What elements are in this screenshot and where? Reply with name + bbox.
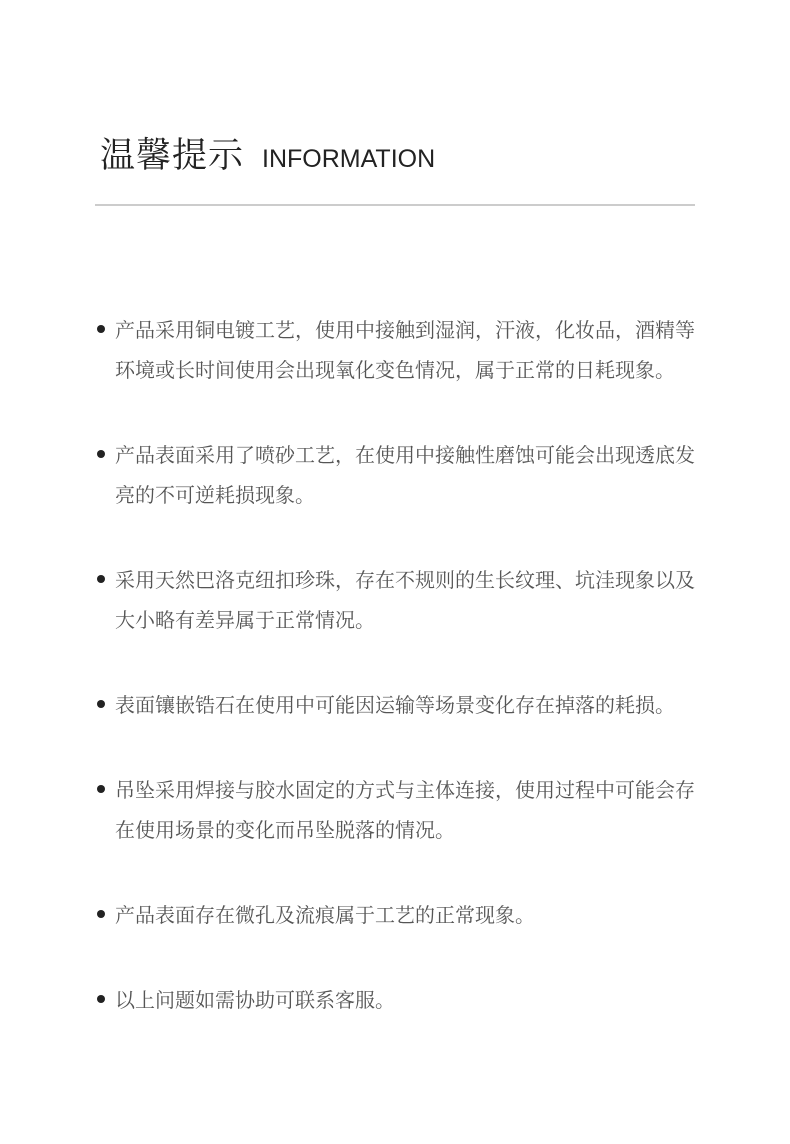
bullet-icon (97, 575, 105, 583)
notice-text: 吊坠采用焊接与胶水固定的方式与主体连接，使用过程中可能会存在使用场景的变化而吊坠脱落的情况。 (115, 778, 695, 842)
page-title: 温馨提示 (100, 136, 245, 176)
header-divider (95, 204, 695, 206)
page-subtitle: INFORMATION (262, 145, 436, 173)
notice-item (95, 980, 695, 1020)
page-header (100, 128, 435, 178)
bullet-icon (97, 785, 105, 793)
bullet-icon (97, 910, 105, 918)
notice-text: 表面镶嵌锆石在使用中可能因运输等场景变化存在掉落的耗损。 (115, 693, 675, 717)
bullet-icon (97, 450, 105, 458)
notice-item (95, 435, 695, 515)
notice-text: 产品表面采用了喷砂工艺，在使用中接触性磨蚀可能会出现透底发亮的不可逆耗损现象。 (115, 443, 695, 507)
notice-text: 以上问题如需协助可联系客服。 (115, 988, 395, 1012)
notice-item (95, 770, 695, 850)
bullet-icon (97, 700, 105, 708)
notice-text: 采用天然巴洛克纽扣珍珠，存在不规则的生长纹理、坑洼现象以及大小略有差异属于正常情况。 (115, 568, 695, 632)
bullet-icon (97, 325, 105, 333)
notice-item (95, 685, 695, 725)
notice-text: 产品表面存在微孔及流痕属于工艺的正常现象。 (115, 903, 535, 927)
bullet-icon (97, 995, 105, 1003)
notice-list (95, 310, 695, 1020)
notice-item (95, 895, 695, 935)
notice-item (95, 560, 695, 640)
notice-item (95, 310, 695, 390)
notice-text: 产品采用铜电镀工艺，使用中接触到湿润，汗液，化妆品，酒精等环境或长时间使用会出现氧化变色情况，属于正常的日耗现象。 (115, 318, 695, 382)
